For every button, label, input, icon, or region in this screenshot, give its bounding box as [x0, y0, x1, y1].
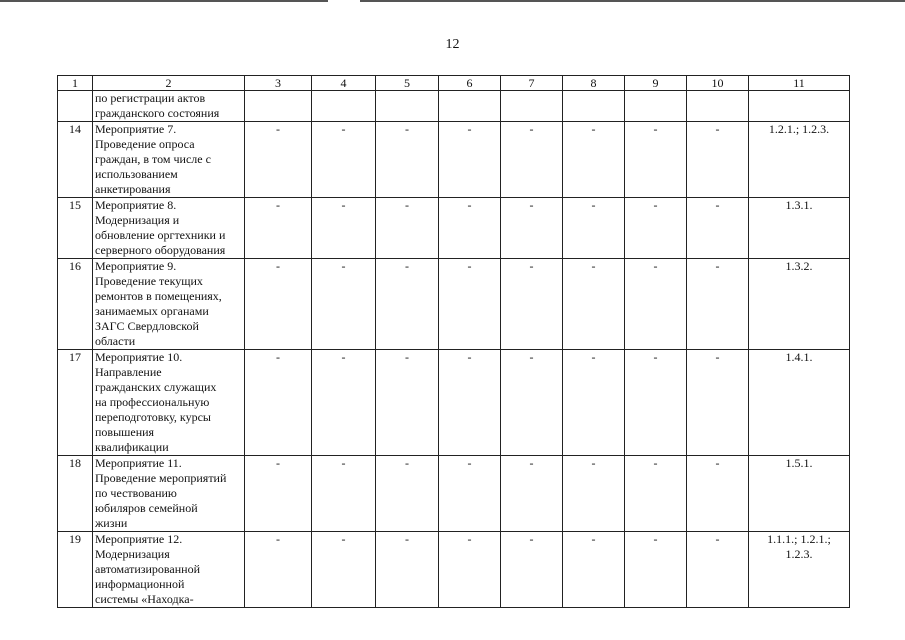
top-edge-line-left [0, 0, 328, 2]
column-header: 5 [376, 76, 439, 91]
column-header: 6 [439, 76, 501, 91]
row-number: 14 [58, 122, 93, 198]
description-line: информационной [95, 577, 185, 591]
description-line: юбиляров семейной [95, 501, 198, 515]
description-line: квалификации [95, 440, 169, 454]
activity-description [93, 91, 245, 122]
value-cell: - [376, 122, 439, 198]
description-line: на профессиональную [95, 395, 210, 409]
value-cell: - [501, 532, 563, 608]
value-cell: - [625, 122, 687, 198]
column-header: 4 [312, 76, 376, 91]
code-line: 1.3.2. [785, 259, 813, 273]
column-header: 2 [93, 76, 245, 91]
value-cell: - [376, 350, 439, 456]
value-cell [245, 91, 312, 122]
target-indicator-codes [749, 259, 850, 350]
value-cell: - [625, 456, 687, 532]
description-line: области [95, 334, 136, 348]
value-cell: - [625, 532, 687, 608]
column-header: 9 [625, 76, 687, 91]
program-activities-table [57, 75, 850, 608]
value-cell: - [563, 350, 625, 456]
value-cell [312, 91, 376, 122]
value-cell: - [625, 350, 687, 456]
description-line: использованием [95, 167, 178, 181]
row-number: 15 [58, 198, 93, 259]
description-line: Проведение текущих [95, 274, 203, 288]
column-header: 8 [563, 76, 625, 91]
value-cell: - [439, 532, 501, 608]
table-row [58, 456, 850, 532]
value-cell: - [687, 456, 749, 532]
row-number: 17 [58, 350, 93, 456]
value-cell: - [376, 198, 439, 259]
value-cell [439, 91, 501, 122]
description-line: Модернизация и [95, 213, 180, 227]
value-cell: - [439, 456, 501, 532]
value-cell: - [312, 532, 376, 608]
description-line: Проведение мероприятий [95, 471, 227, 485]
value-cell: - [563, 198, 625, 259]
description-line: по чествованию [95, 486, 177, 500]
value-cell: - [245, 532, 312, 608]
value-cell: - [245, 122, 312, 198]
value-cell: - [563, 259, 625, 350]
table-row [58, 122, 850, 198]
column-header: 10 [687, 76, 749, 91]
description-line: автоматизированной [95, 562, 201, 576]
target-indicator-codes [749, 350, 850, 456]
top-edge-line-right [360, 0, 905, 2]
value-cell: - [312, 350, 376, 456]
target-indicator-codes [749, 122, 850, 198]
value-cell: - [625, 198, 687, 259]
value-cell: - [245, 350, 312, 456]
column-number-header-row [58, 76, 850, 91]
value-cell: - [312, 122, 376, 198]
value-cell: - [687, 122, 749, 198]
value-cell: - [312, 456, 376, 532]
column-header: 11 [749, 76, 850, 91]
row-number: 18 [58, 456, 93, 532]
value-cell: - [501, 122, 563, 198]
code-line: 1.2.1.; 1.2.3. [768, 122, 830, 136]
value-cell: - [501, 259, 563, 350]
description-line: Модернизация [95, 547, 170, 561]
value-cell: - [501, 350, 563, 456]
code-line: 1.4.1. [785, 350, 813, 364]
value-cell: - [439, 122, 501, 198]
row-number: 19 [58, 532, 93, 608]
activity-description [93, 350, 245, 456]
value-cell [376, 91, 439, 122]
column-header: 7 [501, 76, 563, 91]
table-row [58, 91, 850, 122]
description-line: ЗАГС Свердловской [95, 319, 199, 333]
value-cell [563, 91, 625, 122]
description-line: по регистрации актов [95, 91, 206, 105]
description-line: переподготовку, курсы [95, 410, 211, 424]
activity-description [93, 532, 245, 608]
column-header: 3 [245, 76, 312, 91]
value-cell: - [312, 198, 376, 259]
description-line: жизни [95, 516, 128, 530]
value-cell: - [312, 259, 376, 350]
value-cell: - [501, 198, 563, 259]
description-line: анкетирования [95, 182, 171, 196]
code-line: 1.2.3. [785, 547, 813, 561]
target-indicator-codes [749, 456, 850, 532]
activity-description [93, 122, 245, 198]
target-indicator-codes [749, 198, 850, 259]
value-cell: - [687, 259, 749, 350]
description-line: Мероприятие 10. [95, 350, 183, 364]
value-cell: - [563, 532, 625, 608]
description-line: системы «Находка- [95, 592, 194, 606]
table-row [58, 532, 850, 608]
code-line: 1.1.1.; 1.2.1.; [767, 532, 831, 546]
table-row [58, 198, 850, 259]
value-cell: - [687, 350, 749, 456]
value-cell: - [245, 198, 312, 259]
description-line: повышения [95, 425, 155, 439]
description-line: Мероприятие 9. [95, 259, 177, 273]
value-cell: - [376, 456, 439, 532]
value-cell: - [439, 259, 501, 350]
table-row [58, 350, 850, 456]
value-cell [687, 91, 749, 122]
page-number: 12 [445, 37, 460, 52]
description-line: гражданского состояния [95, 106, 220, 120]
value-cell [501, 91, 563, 122]
value-cell: - [563, 456, 625, 532]
value-cell: - [563, 122, 625, 198]
table-body [58, 76, 850, 608]
row-number: 16 [58, 259, 93, 350]
description-line: Мероприятие 11. [95, 456, 182, 470]
description-line: гражданских служащих [95, 380, 217, 394]
value-cell: - [245, 259, 312, 350]
value-cell: - [687, 198, 749, 259]
activity-description [93, 456, 245, 532]
description-line: граждан, в том числе с [95, 152, 211, 166]
value-cell: - [245, 456, 312, 532]
target-indicator-codes [749, 91, 850, 122]
value-cell: - [439, 198, 501, 259]
value-cell: - [501, 456, 563, 532]
activity-description [93, 198, 245, 259]
description-line: Мероприятие 8. [95, 198, 177, 212]
description-line: ремонтов в помещениях, [95, 289, 222, 303]
value-cell: - [687, 532, 749, 608]
description-line: Проведение опроса [95, 137, 195, 151]
value-cell: - [376, 532, 439, 608]
value-cell: - [376, 259, 439, 350]
code-line: 1.3.1. [785, 198, 813, 212]
description-line: серверного оборудования [95, 243, 226, 257]
description-line: обновление оргтехники и [95, 228, 226, 242]
description-line: Мероприятие 12. [95, 532, 183, 546]
value-cell: - [439, 350, 501, 456]
activity-description [93, 259, 245, 350]
description-line: занимаемых органами [95, 304, 209, 318]
value-cell [625, 91, 687, 122]
description-line: Мероприятие 7. [95, 122, 177, 136]
code-line: 1.5.1. [785, 456, 813, 470]
value-cell: - [625, 259, 687, 350]
table-row [58, 259, 850, 350]
column-header: 1 [58, 76, 93, 91]
description-line: Направление [95, 365, 162, 379]
row-number [58, 91, 93, 122]
target-indicator-codes [749, 532, 850, 608]
